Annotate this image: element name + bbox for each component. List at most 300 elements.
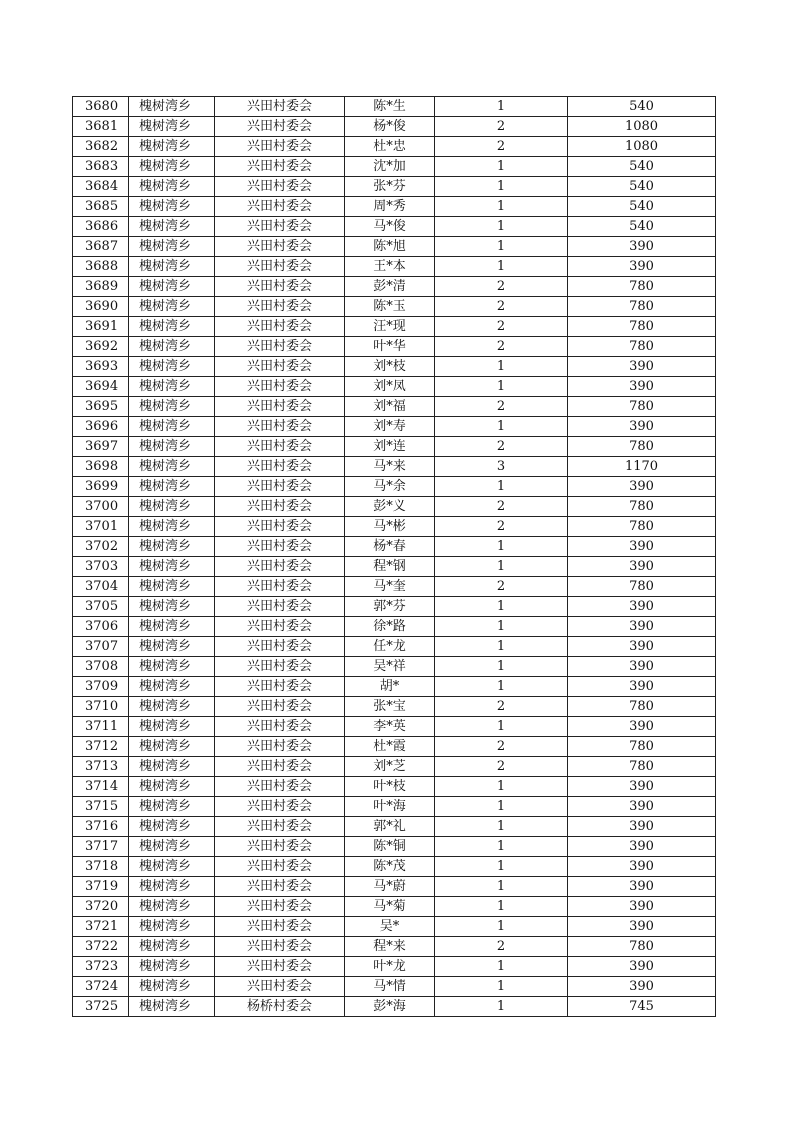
cell-township: 槐树湾乡 — [129, 257, 215, 277]
cell-count: 1 — [435, 717, 568, 737]
table-row — [73, 637, 716, 657]
cell-amount: 780 — [568, 397, 716, 417]
cell-count: 1 — [435, 417, 568, 437]
cell-person-name: 张*芬 — [345, 177, 435, 197]
cell-count: 2 — [435, 277, 568, 297]
cell-township: 槐树湾乡 — [129, 957, 215, 977]
cell-person-name: 刘*福 — [345, 397, 435, 417]
cell-person-name: 叶*枝 — [345, 777, 435, 797]
cell-serial-number: 3717 — [73, 837, 129, 857]
cell-serial-number: 3718 — [73, 857, 129, 877]
cell-amount: 390 — [568, 817, 716, 837]
cell-count: 1 — [435, 217, 568, 237]
cell-serial-number: 3701 — [73, 517, 129, 537]
cell-village-committee: 兴田村委会 — [215, 137, 345, 157]
table-row — [73, 917, 716, 937]
table-row — [73, 997, 716, 1017]
cell-serial-number: 3680 — [73, 97, 129, 117]
table-row — [73, 677, 716, 697]
cell-village-committee: 兴田村委会 — [215, 677, 345, 697]
cell-person-name: 马*余 — [345, 477, 435, 497]
cell-amount: 390 — [568, 377, 716, 397]
cell-count: 1 — [435, 157, 568, 177]
table-row — [73, 157, 716, 177]
cell-village-committee: 兴田村委会 — [215, 337, 345, 357]
cell-serial-number: 3696 — [73, 417, 129, 437]
cell-person-name: 马*俊 — [345, 217, 435, 237]
cell-person-name: 张*宝 — [345, 697, 435, 717]
cell-person-name: 沈*加 — [345, 157, 435, 177]
cell-township: 槐树湾乡 — [129, 977, 215, 997]
cell-count: 2 — [435, 137, 568, 157]
cell-township: 槐树湾乡 — [129, 177, 215, 197]
table-row — [73, 217, 716, 237]
cell-village-committee: 兴田村委会 — [215, 297, 345, 317]
table-row — [73, 937, 716, 957]
cell-township: 槐树湾乡 — [129, 337, 215, 357]
table-row — [73, 297, 716, 317]
cell-amount: 780 — [568, 577, 716, 597]
cell-count: 3 — [435, 457, 568, 477]
cell-amount: 390 — [568, 957, 716, 977]
cell-amount: 1170 — [568, 457, 716, 477]
cell-amount: 780 — [568, 337, 716, 357]
cell-village-committee: 兴田村委会 — [215, 757, 345, 777]
cell-serial-number: 3711 — [73, 717, 129, 737]
cell-person-name: 彭*海 — [345, 997, 435, 1017]
cell-person-name: 程*钢 — [345, 557, 435, 577]
cell-township: 槐树湾乡 — [129, 217, 215, 237]
cell-village-committee: 兴田村委会 — [215, 837, 345, 857]
cell-count: 1 — [435, 257, 568, 277]
cell-serial-number: 3693 — [73, 357, 129, 377]
cell-serial-number: 3716 — [73, 817, 129, 837]
cell-township: 槐树湾乡 — [129, 477, 215, 497]
cell-count: 1 — [435, 557, 568, 577]
cell-village-committee: 兴田村委会 — [215, 277, 345, 297]
cell-person-name: 马*菊 — [345, 897, 435, 917]
cell-serial-number: 3695 — [73, 397, 129, 417]
cell-serial-number: 3723 — [73, 957, 129, 977]
cell-serial-number: 3704 — [73, 577, 129, 597]
cell-amount: 390 — [568, 777, 716, 797]
cell-village-committee: 兴田村委会 — [215, 157, 345, 177]
cell-amount: 1080 — [568, 137, 716, 157]
table-row — [73, 357, 716, 377]
cell-amount: 540 — [568, 97, 716, 117]
table-row — [73, 737, 716, 757]
cell-township: 槐树湾乡 — [129, 137, 215, 157]
cell-person-name: 王*本 — [345, 257, 435, 277]
cell-village-committee: 兴田村委会 — [215, 197, 345, 217]
cell-township: 槐树湾乡 — [129, 877, 215, 897]
cell-township: 槐树湾乡 — [129, 857, 215, 877]
cell-count: 2 — [435, 397, 568, 417]
cell-serial-number: 3708 — [73, 657, 129, 677]
cell-person-name: 陈*旭 — [345, 237, 435, 257]
cell-count: 1 — [435, 897, 568, 917]
cell-township: 槐树湾乡 — [129, 577, 215, 597]
cell-township: 槐树湾乡 — [129, 117, 215, 137]
cell-amount: 390 — [568, 257, 716, 277]
cell-count: 1 — [435, 617, 568, 637]
cell-township: 槐树湾乡 — [129, 817, 215, 837]
cell-serial-number: 3697 — [73, 437, 129, 457]
cell-amount: 390 — [568, 537, 716, 557]
cell-village-committee: 兴田村委会 — [215, 657, 345, 677]
cell-serial-number: 3694 — [73, 377, 129, 397]
cell-person-name: 周*秀 — [345, 197, 435, 217]
cell-amount: 780 — [568, 277, 716, 297]
cell-count: 1 — [435, 837, 568, 857]
cell-village-committee: 兴田村委会 — [215, 697, 345, 717]
cell-village-committee: 兴田村委会 — [215, 517, 345, 537]
cell-township: 槐树湾乡 — [129, 197, 215, 217]
cell-serial-number: 3686 — [73, 217, 129, 237]
cell-township: 槐树湾乡 — [129, 497, 215, 517]
cell-amount: 390 — [568, 637, 716, 657]
cell-amount: 390 — [568, 617, 716, 637]
cell-count: 2 — [435, 577, 568, 597]
cell-person-name: 杜*忠 — [345, 137, 435, 157]
cell-count: 1 — [435, 817, 568, 837]
cell-count: 2 — [435, 737, 568, 757]
cell-township: 槐树湾乡 — [129, 437, 215, 457]
table-row — [73, 197, 716, 217]
cell-amount: 390 — [568, 597, 716, 617]
cell-village-committee: 兴田村委会 — [215, 777, 345, 797]
cell-village-committee: 兴田村委会 — [215, 577, 345, 597]
cell-township: 槐树湾乡 — [129, 637, 215, 657]
cell-person-name: 马*彬 — [345, 517, 435, 537]
cell-amount: 390 — [568, 977, 716, 997]
cell-count: 2 — [435, 317, 568, 337]
cell-person-name: 杨*春 — [345, 537, 435, 557]
cell-village-committee: 兴田村委会 — [215, 177, 345, 197]
cell-serial-number: 3700 — [73, 497, 129, 517]
cell-count: 1 — [435, 477, 568, 497]
cell-township: 槐树湾乡 — [129, 517, 215, 537]
cell-person-name: 程*来 — [345, 937, 435, 957]
cell-township: 槐树湾乡 — [129, 917, 215, 937]
cell-township: 槐树湾乡 — [129, 97, 215, 117]
cell-person-name: 彭*清 — [345, 277, 435, 297]
cell-serial-number: 3714 — [73, 777, 129, 797]
cell-amount: 390 — [568, 657, 716, 677]
cell-person-name: 李*英 — [345, 717, 435, 737]
cell-village-committee: 兴田村委会 — [215, 737, 345, 757]
cell-amount: 540 — [568, 177, 716, 197]
cell-serial-number: 3722 — [73, 937, 129, 957]
cell-township: 槐树湾乡 — [129, 737, 215, 757]
table-row — [73, 817, 716, 837]
cell-amount: 780 — [568, 497, 716, 517]
cell-person-name: 刘*芝 — [345, 757, 435, 777]
cell-serial-number: 3687 — [73, 237, 129, 257]
cell-township: 槐树湾乡 — [129, 397, 215, 417]
cell-village-committee: 兴田村委会 — [215, 117, 345, 137]
table-row — [73, 877, 716, 897]
subsidy-register-table — [72, 96, 716, 1017]
cell-count: 2 — [435, 517, 568, 537]
cell-township: 槐树湾乡 — [129, 377, 215, 397]
cell-village-committee: 兴田村委会 — [215, 357, 345, 377]
cell-amount: 780 — [568, 937, 716, 957]
cell-count: 1 — [435, 237, 568, 257]
cell-person-name: 刘*寿 — [345, 417, 435, 437]
cell-person-name: 叶*华 — [345, 337, 435, 357]
cell-count: 1 — [435, 957, 568, 977]
cell-serial-number: 3705 — [73, 597, 129, 617]
cell-serial-number: 3715 — [73, 797, 129, 817]
cell-township: 槐树湾乡 — [129, 997, 215, 1017]
cell-serial-number: 3725 — [73, 997, 129, 1017]
cell-village-committee: 兴田村委会 — [215, 977, 345, 997]
cell-village-committee: 兴田村委会 — [215, 97, 345, 117]
table-row — [73, 257, 716, 277]
cell-count: 1 — [435, 177, 568, 197]
table-row — [73, 617, 716, 637]
cell-serial-number: 3702 — [73, 537, 129, 557]
table-row — [73, 117, 716, 137]
cell-village-committee: 兴田村委会 — [215, 537, 345, 557]
cell-count: 1 — [435, 357, 568, 377]
cell-village-committee: 兴田村委会 — [215, 237, 345, 257]
cell-amount: 390 — [568, 857, 716, 877]
cell-serial-number: 3712 — [73, 737, 129, 757]
table-row — [73, 797, 716, 817]
cell-count: 1 — [435, 97, 568, 117]
table-row — [73, 597, 716, 617]
cell-village-committee: 兴田村委会 — [215, 417, 345, 437]
cell-count: 2 — [435, 437, 568, 457]
cell-person-name: 叶*海 — [345, 797, 435, 817]
cell-village-committee: 兴田村委会 — [215, 597, 345, 617]
cell-serial-number: 3724 — [73, 977, 129, 997]
cell-amount: 390 — [568, 417, 716, 437]
table-row — [73, 417, 716, 437]
cell-serial-number: 3719 — [73, 877, 129, 897]
cell-village-committee: 兴田村委会 — [215, 637, 345, 657]
table-row — [73, 457, 716, 477]
table-row — [73, 837, 716, 857]
cell-township: 槐树湾乡 — [129, 357, 215, 377]
cell-person-name: 陈*玉 — [345, 297, 435, 317]
cell-township: 槐树湾乡 — [129, 277, 215, 297]
cell-amount: 780 — [568, 517, 716, 537]
cell-count: 1 — [435, 777, 568, 797]
cell-township: 槐树湾乡 — [129, 617, 215, 637]
cell-amount: 780 — [568, 737, 716, 757]
cell-serial-number: 3692 — [73, 337, 129, 357]
cell-amount: 780 — [568, 297, 716, 317]
cell-amount: 1080 — [568, 117, 716, 137]
cell-count: 1 — [435, 857, 568, 877]
cell-person-name: 马*来 — [345, 457, 435, 477]
table-row — [73, 777, 716, 797]
cell-township: 槐树湾乡 — [129, 457, 215, 477]
cell-serial-number: 3699 — [73, 477, 129, 497]
cell-amount: 390 — [568, 837, 716, 857]
cell-amount: 390 — [568, 477, 716, 497]
cell-village-committee: 兴田村委会 — [215, 617, 345, 637]
cell-village-committee: 兴田村委会 — [215, 257, 345, 277]
table-row — [73, 397, 716, 417]
cell-person-name: 吴* — [345, 917, 435, 937]
cell-township: 槐树湾乡 — [129, 297, 215, 317]
cell-village-committee: 兴田村委会 — [215, 937, 345, 957]
cell-village-committee: 兴田村委会 — [215, 717, 345, 737]
cell-person-name: 任*龙 — [345, 637, 435, 657]
cell-township: 槐树湾乡 — [129, 157, 215, 177]
cell-township: 槐树湾乡 — [129, 557, 215, 577]
cell-amount: 390 — [568, 677, 716, 697]
table-row — [73, 177, 716, 197]
table-row — [73, 237, 716, 257]
cell-serial-number: 3720 — [73, 897, 129, 917]
cell-count: 2 — [435, 297, 568, 317]
cell-person-name: 刘*枝 — [345, 357, 435, 377]
cell-township: 槐树湾乡 — [129, 937, 215, 957]
cell-township: 槐树湾乡 — [129, 697, 215, 717]
cell-village-committee: 兴田村委会 — [215, 957, 345, 977]
cell-serial-number: 3683 — [73, 157, 129, 177]
cell-village-committee: 兴田村委会 — [215, 377, 345, 397]
table-row — [73, 437, 716, 457]
cell-person-name: 马*蔚 — [345, 877, 435, 897]
cell-count: 1 — [435, 677, 568, 697]
cell-person-name: 叶*龙 — [345, 957, 435, 977]
cell-serial-number: 3689 — [73, 277, 129, 297]
cell-person-name: 陈*生 — [345, 97, 435, 117]
cell-amount: 540 — [568, 157, 716, 177]
cell-serial-number: 3707 — [73, 637, 129, 657]
cell-amount: 390 — [568, 557, 716, 577]
cell-serial-number: 3681 — [73, 117, 129, 137]
table-row — [73, 717, 716, 737]
cell-village-committee: 兴田村委会 — [215, 217, 345, 237]
table-row — [73, 697, 716, 717]
cell-count: 1 — [435, 917, 568, 937]
cell-township: 槐树湾乡 — [129, 657, 215, 677]
cell-count: 2 — [435, 497, 568, 517]
cell-serial-number: 3698 — [73, 457, 129, 477]
cell-count: 1 — [435, 537, 568, 557]
cell-count: 2 — [435, 937, 568, 957]
cell-count: 1 — [435, 997, 568, 1017]
cell-count: 1 — [435, 877, 568, 897]
cell-count: 1 — [435, 977, 568, 997]
cell-township: 槐树湾乡 — [129, 777, 215, 797]
cell-serial-number: 3713 — [73, 757, 129, 777]
cell-person-name: 徐*路 — [345, 617, 435, 637]
cell-count: 1 — [435, 197, 568, 217]
cell-village-committee: 兴田村委会 — [215, 877, 345, 897]
table-row — [73, 477, 716, 497]
cell-count: 2 — [435, 697, 568, 717]
cell-person-name: 汪*现 — [345, 317, 435, 337]
cell-person-name: 陈*茂 — [345, 857, 435, 877]
cell-serial-number: 3691 — [73, 317, 129, 337]
table-row — [73, 577, 716, 597]
cell-amount: 390 — [568, 717, 716, 737]
cell-person-name: 吴*祥 — [345, 657, 435, 677]
cell-serial-number: 3690 — [73, 297, 129, 317]
cell-village-committee: 兴田村委会 — [215, 797, 345, 817]
cell-count: 2 — [435, 757, 568, 777]
cell-person-name: 杨*俊 — [345, 117, 435, 137]
cell-serial-number: 3709 — [73, 677, 129, 697]
cell-count: 2 — [435, 117, 568, 137]
cell-amount: 390 — [568, 877, 716, 897]
cell-township: 槐树湾乡 — [129, 677, 215, 697]
cell-person-name: 胡* — [345, 677, 435, 697]
cell-township: 槐树湾乡 — [129, 897, 215, 917]
cell-township: 槐树湾乡 — [129, 537, 215, 557]
cell-serial-number: 3688 — [73, 257, 129, 277]
cell-township: 槐树湾乡 — [129, 317, 215, 337]
table-row — [73, 277, 716, 297]
cell-village-committee: 兴田村委会 — [215, 557, 345, 577]
cell-count: 1 — [435, 637, 568, 657]
cell-serial-number: 3721 — [73, 917, 129, 937]
cell-township: 槐树湾乡 — [129, 757, 215, 777]
table-row — [73, 377, 716, 397]
table-row — [73, 97, 716, 117]
table-row — [73, 757, 716, 777]
cell-township: 槐树湾乡 — [129, 837, 215, 857]
cell-person-name: 杜*霞 — [345, 737, 435, 757]
cell-serial-number: 3703 — [73, 557, 129, 577]
cell-township: 槐树湾乡 — [129, 237, 215, 257]
cell-amount: 780 — [568, 697, 716, 717]
cell-count: 1 — [435, 797, 568, 817]
cell-village-committee: 兴田村委会 — [215, 817, 345, 837]
cell-village-committee: 兴田村委会 — [215, 477, 345, 497]
table-row — [73, 337, 716, 357]
cell-township: 槐树湾乡 — [129, 797, 215, 817]
table-row — [73, 857, 716, 877]
table-row — [73, 897, 716, 917]
cell-amount: 780 — [568, 757, 716, 777]
cell-village-committee: 兴田村委会 — [215, 857, 345, 877]
cell-village-committee: 兴田村委会 — [215, 397, 345, 417]
cell-person-name: 彭*义 — [345, 497, 435, 517]
cell-amount: 780 — [568, 317, 716, 337]
cell-village-committee: 杨桥村委会 — [215, 997, 345, 1017]
cell-serial-number: 3682 — [73, 137, 129, 157]
cell-amount: 390 — [568, 897, 716, 917]
cell-person-name: 马*奎 — [345, 577, 435, 597]
cell-township: 槐树湾乡 — [129, 597, 215, 617]
cell-amount: 390 — [568, 917, 716, 937]
cell-serial-number: 3706 — [73, 617, 129, 637]
cell-township: 槐树湾乡 — [129, 417, 215, 437]
table-body — [73, 97, 716, 1017]
cell-amount: 745 — [568, 997, 716, 1017]
cell-amount: 390 — [568, 797, 716, 817]
cell-amount: 540 — [568, 197, 716, 217]
cell-amount: 780 — [568, 437, 716, 457]
cell-village-committee: 兴田村委会 — [215, 497, 345, 517]
cell-count: 1 — [435, 657, 568, 677]
cell-amount: 540 — [568, 217, 716, 237]
table-row — [73, 657, 716, 677]
cell-count: 1 — [435, 377, 568, 397]
table-row — [73, 517, 716, 537]
cell-village-committee: 兴田村委会 — [215, 917, 345, 937]
table-row — [73, 977, 716, 997]
